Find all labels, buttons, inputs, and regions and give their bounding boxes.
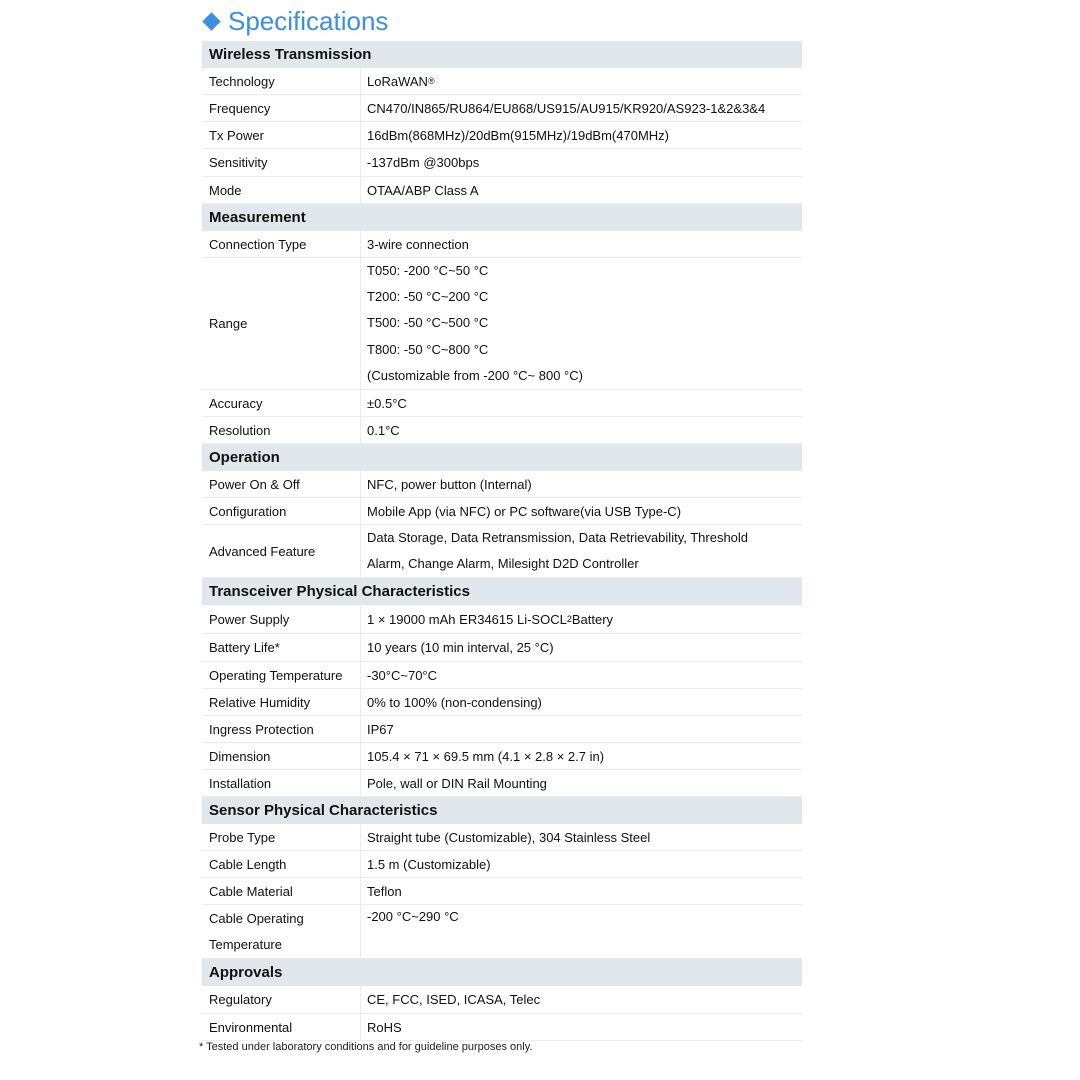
spec-row-probe-type bbox=[202, 824, 802, 851]
spec-row-battery-life bbox=[202, 634, 802, 662]
spec-row-resolution bbox=[202, 417, 802, 444]
spec-row-environmental bbox=[202, 1014, 802, 1041]
section-header-approvals: Approvals bbox=[202, 959, 802, 986]
spec-value: RoHS bbox=[367, 1019, 402, 1035]
spec-value: 10 years (10 min interval, 25 °C) bbox=[367, 640, 554, 655]
range-line: T050: -200 °C~50 °C bbox=[367, 263, 489, 279]
spec-value: -137dBm @300bps bbox=[367, 155, 480, 170]
spec-value-list bbox=[367, 525, 802, 577]
section-header-operation: Operation bbox=[202, 444, 802, 471]
spec-row-cable-length bbox=[202, 851, 802, 878]
spec-label: Connection Type bbox=[202, 231, 361, 257]
spec-value: 3-wire connection bbox=[367, 236, 469, 252]
spec-label: Battery Life* bbox=[202, 634, 361, 661]
registered-mark: ® bbox=[427, 76, 435, 86]
spec-value-list bbox=[367, 258, 802, 389]
spec-label: Tx Power bbox=[202, 122, 361, 148]
spec-value: NFC, power button (Internal) bbox=[367, 476, 532, 492]
spec-label: Cable Length bbox=[202, 851, 361, 877]
spec-row-mode bbox=[202, 177, 802, 204]
spec-row-regulatory bbox=[202, 986, 802, 1014]
spec-value: Pole, wall or DIN Rail Mounting bbox=[367, 775, 547, 791]
specifications-table bbox=[202, 41, 802, 1041]
spec-value: 1.5 m (Customizable) bbox=[367, 856, 491, 872]
spec-label: Probe Type bbox=[202, 824, 361, 850]
spec-value: LoRaWAN ® bbox=[367, 73, 435, 89]
spec-row-cable-material bbox=[202, 878, 802, 905]
spec-value: 0% to 100% (non-condensing) bbox=[367, 694, 542, 710]
spec-row-frequency bbox=[202, 95, 802, 122]
feature-line: Data Storage, Data Retransmission, Data Retrievability, Threshold bbox=[367, 530, 749, 545]
spec-label: Ingress Protection bbox=[202, 716, 361, 742]
spec-row-sensitivity bbox=[202, 149, 802, 177]
spec-value: -30°C~70°C bbox=[367, 667, 438, 683]
spec-value: CN470/IN865/RU864/EU868/US915/AU915/KR920/AS923-1&2&3&4 bbox=[367, 100, 766, 116]
section-header-measurement: Measurement bbox=[202, 204, 802, 231]
spec-row-power-supply bbox=[202, 605, 802, 634]
footnote: * Tested under laboratory conditions and for guideline purposes only. bbox=[199, 1041, 533, 1053]
spec-label: Power On & Off bbox=[202, 471, 361, 497]
spec-label: Relative Humidity bbox=[202, 689, 361, 715]
spec-row-technology bbox=[202, 68, 802, 95]
range-line: T800: -50 °C~800 °C bbox=[367, 341, 489, 357]
spec-label: Frequency bbox=[202, 95, 361, 121]
spec-value: Mobile App (via NFC) or PC software(via USB Type-C) bbox=[367, 503, 682, 519]
spec-row-installation bbox=[202, 770, 802, 797]
page-heading bbox=[200, 4, 388, 38]
spec-row-range bbox=[202, 258, 802, 390]
spec-row-relative-humidity bbox=[202, 689, 802, 716]
spec-label: Environmental bbox=[202, 1014, 361, 1040]
spec-label: Range bbox=[202, 258, 361, 389]
spec-value: ±0.5°C bbox=[367, 395, 407, 411]
spec-row-connection-type bbox=[202, 231, 802, 258]
spec-label: Cable Operating Temperature bbox=[202, 905, 361, 958]
spec-row-configuration bbox=[202, 498, 802, 525]
spec-label: Sensitivity bbox=[202, 149, 361, 176]
section-header-transceiver: Transceiver Physical Characteristics bbox=[202, 578, 802, 605]
spec-row-power-on-off bbox=[202, 471, 802, 498]
spec-row-ingress-protection bbox=[202, 716, 802, 743]
diamond-bullet-icon bbox=[202, 12, 220, 30]
section-header-sensor: Sensor Physical Characteristics bbox=[202, 797, 802, 824]
range-line: T200: -50 °C~200 °C bbox=[367, 289, 489, 305]
spec-value: 0.1°C bbox=[367, 422, 400, 438]
spec-value: CE, FCC, ISED, ICASA, Telec bbox=[367, 992, 541, 1007]
spec-label: Power Supply bbox=[202, 605, 361, 633]
spec-label: Mode bbox=[202, 177, 361, 203]
page-title: Specifications bbox=[228, 5, 389, 36]
spec-value: OTAA/ABP Class A bbox=[367, 182, 479, 198]
spec-value: -200 °C~290 °C bbox=[367, 909, 459, 924]
section-header-wireless: Wireless Transmission bbox=[202, 41, 802, 68]
spec-label: Accuracy bbox=[202, 390, 361, 416]
spec-label: Regulatory bbox=[202, 986, 361, 1013]
spec-value: 105.4 × 71 × 69.5 mm (4.1 × 2.8 × 2.7 in) bbox=[367, 748, 605, 764]
range-line: T500: -50 °C~500 °C bbox=[367, 315, 489, 331]
spec-label: Installation bbox=[202, 770, 361, 796]
spec-row-accuracy bbox=[202, 390, 802, 417]
spec-label: Dimension bbox=[202, 743, 361, 769]
spec-value: 16dBm(868MHz)/20dBm(915MHz)/19dBm(470MHz) bbox=[367, 127, 669, 143]
spec-label: Resolution bbox=[202, 417, 361, 443]
spec-value: Teflon bbox=[367, 883, 402, 899]
spec-row-tx-power bbox=[202, 122, 802, 149]
spec-row-operating-temperature bbox=[202, 662, 802, 689]
spec-value: IP67 bbox=[367, 721, 394, 737]
range-line: (Customizable from -200 °C~ 800 °C) bbox=[367, 367, 583, 383]
spec-value: Straight tube (Customizable), 304 Stainless Steel bbox=[367, 829, 651, 845]
spec-label: Operating Temperature bbox=[202, 662, 361, 688]
spec-row-advanced-feature bbox=[202, 525, 802, 578]
spec-value: 1 × 19000 mAh ER34615 Li-SOCL 2 Battery bbox=[367, 611, 614, 627]
spec-label: Advanced Feature bbox=[202, 525, 361, 577]
spec-label: Cable Material bbox=[202, 878, 361, 904]
spec-label: Technology bbox=[202, 68, 361, 94]
spec-label: Configuration bbox=[202, 498, 361, 524]
spec-row-cable-operating-temperature bbox=[202, 905, 802, 959]
spec-row-dimension bbox=[202, 743, 802, 770]
feature-line: Alarm, Change Alarm, Milesight D2D Controller bbox=[367, 556, 639, 571]
